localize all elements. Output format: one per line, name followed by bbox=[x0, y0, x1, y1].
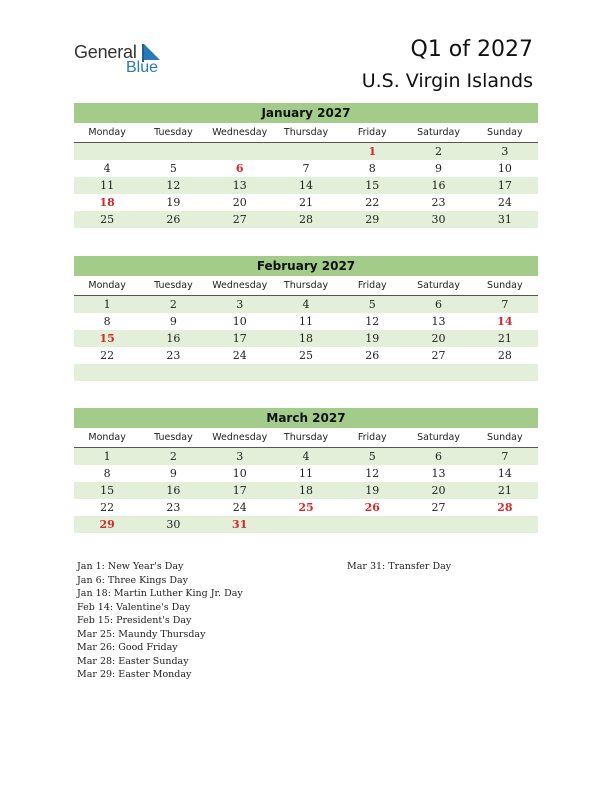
week-row bbox=[74, 330, 538, 347]
holiday-entry: Mar 29: Easter Monday bbox=[77, 669, 192, 680]
day-cell: 25 bbox=[100, 213, 115, 226]
day-cell: 8 bbox=[103, 467, 111, 480]
week-row bbox=[74, 364, 538, 381]
weekday-label: Wednesday bbox=[212, 127, 268, 138]
day-cell bbox=[339, 516, 405, 533]
day-cell: 28 bbox=[298, 213, 313, 226]
weekday-label: Friday bbox=[357, 127, 387, 138]
day-cell: 10 bbox=[232, 467, 247, 480]
week-row bbox=[74, 143, 538, 160]
holiday-entry: Feb 14: Valentine's Day bbox=[77, 601, 191, 613]
day-cell: 5 bbox=[169, 162, 177, 175]
weekday-label: Saturday bbox=[417, 280, 460, 291]
day-cell: 5 bbox=[368, 450, 376, 463]
weekday-label: Tuesday bbox=[154, 432, 193, 443]
day-cell bbox=[405, 516, 471, 533]
day-cell: 4 bbox=[103, 162, 111, 175]
day-cell: 26 bbox=[365, 349, 380, 362]
holiday-day-cell: 18 bbox=[99, 196, 115, 209]
weekday-label: Sunday bbox=[487, 432, 523, 443]
day-cell: 6 bbox=[435, 298, 443, 311]
weekday-label: Friday bbox=[357, 280, 387, 291]
weekday-label: Saturday bbox=[417, 127, 460, 138]
holiday-entry: Mar 25: Maundy Thursday bbox=[77, 628, 206, 640]
day-cell: 21 bbox=[298, 196, 313, 209]
holiday-day-cell: 29 bbox=[99, 518, 115, 531]
weekday-label: Friday bbox=[357, 432, 387, 443]
day-cell: 18 bbox=[298, 484, 313, 497]
day-cell: 16 bbox=[166, 332, 181, 345]
day-cell: 14 bbox=[497, 467, 512, 480]
day-cell: 6 bbox=[435, 450, 443, 463]
day-cell bbox=[74, 143, 140, 160]
month-header: March 2027 bbox=[74, 408, 538, 428]
day-cell bbox=[207, 364, 273, 381]
day-cell: 28 bbox=[497, 349, 512, 362]
week-row bbox=[74, 211, 538, 228]
holiday-day-cell: 6 bbox=[235, 162, 244, 175]
holiday-day-cell: 15 bbox=[99, 332, 115, 345]
month-header: January 2027 bbox=[74, 103, 538, 123]
logo-word-blue: Blue bbox=[126, 59, 159, 76]
weekday-label: Thursday bbox=[283, 280, 329, 291]
weekday-label: Sunday bbox=[487, 127, 523, 138]
day-cell bbox=[339, 364, 405, 381]
day-cell: 30 bbox=[166, 518, 181, 531]
day-cell: 2 bbox=[169, 450, 177, 463]
week-row bbox=[74, 194, 538, 211]
day-cell: 1 bbox=[103, 298, 111, 311]
day-cell: 9 bbox=[169, 315, 177, 328]
day-cell: 18 bbox=[298, 332, 313, 345]
week-row bbox=[74, 177, 538, 194]
month-january bbox=[74, 103, 538, 228]
weekday-header-row bbox=[74, 276, 538, 296]
day-cell: 12 bbox=[365, 467, 380, 480]
weekday-label: Sunday bbox=[487, 280, 523, 291]
day-cell: 12 bbox=[365, 315, 380, 328]
month-february bbox=[74, 256, 538, 381]
day-cell: 24 bbox=[232, 349, 247, 362]
day-cell: 30 bbox=[431, 213, 446, 226]
week-row bbox=[74, 499, 538, 516]
weekday-label: Tuesday bbox=[154, 127, 193, 138]
holiday-entry: Mar 31: Transfer Day bbox=[347, 561, 452, 572]
day-cell: 24 bbox=[497, 196, 512, 209]
day-cell: 23 bbox=[166, 501, 181, 514]
day-cell: 4 bbox=[302, 298, 310, 311]
page-title: Q1 of 2027 bbox=[410, 37, 533, 62]
day-cell: 8 bbox=[103, 315, 111, 328]
day-cell: 23 bbox=[166, 349, 181, 362]
day-cell: 10 bbox=[232, 315, 247, 328]
logo bbox=[74, 40, 184, 80]
day-cell: 7 bbox=[501, 298, 509, 311]
day-cell: 5 bbox=[368, 298, 376, 311]
day-cell bbox=[273, 516, 339, 533]
day-cell: 26 bbox=[166, 213, 181, 226]
day-cell: 2 bbox=[435, 145, 443, 158]
holiday-day-cell: 14 bbox=[497, 315, 513, 328]
day-cell: 11 bbox=[100, 179, 115, 192]
day-cell: 17 bbox=[497, 179, 512, 192]
day-cell: 31 bbox=[497, 213, 512, 226]
day-cell: 15 bbox=[365, 179, 380, 192]
weekday-label: Monday bbox=[88, 127, 126, 138]
day-cell: 11 bbox=[298, 315, 313, 328]
day-cell: 8 bbox=[368, 162, 376, 175]
day-cell bbox=[273, 143, 339, 160]
day-cell: 20 bbox=[232, 196, 247, 209]
day-cell bbox=[273, 364, 339, 381]
day-cell bbox=[472, 516, 538, 533]
weekday-label: Monday bbox=[88, 280, 126, 291]
weekday-label: Thursday bbox=[283, 127, 329, 138]
day-cell: 22 bbox=[365, 196, 380, 209]
day-cell: 19 bbox=[365, 332, 380, 345]
day-cell: 13 bbox=[431, 467, 446, 480]
day-cell: 17 bbox=[232, 484, 247, 497]
week-row bbox=[74, 313, 538, 330]
day-cell: 20 bbox=[431, 484, 446, 497]
weekday-label: Monday bbox=[88, 432, 126, 443]
day-cell bbox=[140, 364, 206, 381]
day-cell: 27 bbox=[431, 501, 446, 514]
day-cell: 3 bbox=[236, 298, 244, 311]
day-cell: 27 bbox=[431, 349, 446, 362]
day-cell: 25 bbox=[298, 349, 313, 362]
holiday-entry: Feb 15: President's Day bbox=[77, 615, 192, 626]
day-cell bbox=[472, 364, 538, 381]
day-cell bbox=[74, 364, 140, 381]
day-cell: 29 bbox=[365, 213, 380, 226]
month-header: February 2027 bbox=[74, 256, 538, 276]
day-cell: 16 bbox=[166, 484, 181, 497]
weekday-label: Wednesday bbox=[212, 432, 268, 443]
weekday-header-row bbox=[74, 123, 538, 143]
day-cell: 17 bbox=[232, 332, 247, 345]
week-row bbox=[74, 465, 538, 482]
day-cell: 13 bbox=[232, 179, 247, 192]
page-subtitle: U.S. Virgin Islands bbox=[361, 70, 533, 92]
day-cell: 10 bbox=[497, 162, 512, 175]
day-cell bbox=[207, 143, 273, 160]
day-cell: 9 bbox=[435, 162, 443, 175]
day-cell: 19 bbox=[365, 484, 380, 497]
day-cell bbox=[140, 143, 206, 160]
holiday-list-left bbox=[77, 560, 243, 682]
day-cell: 24 bbox=[232, 501, 247, 514]
holiday-day-cell: 26 bbox=[364, 501, 380, 514]
day-cell: 23 bbox=[431, 196, 446, 209]
holiday-entry: Jan 18: Martin Luther King Jr. Day bbox=[77, 588, 243, 599]
day-cell: 16 bbox=[431, 179, 446, 192]
holiday-entry: Jan 1: New Year's Day bbox=[77, 561, 184, 572]
day-cell: 11 bbox=[298, 467, 313, 480]
day-cell: 2 bbox=[169, 298, 177, 311]
holiday-day-cell: 1 bbox=[368, 145, 377, 158]
day-cell: 7 bbox=[302, 162, 310, 175]
holiday-entry: Mar 26: Good Friday bbox=[77, 642, 178, 653]
day-cell: 19 bbox=[166, 196, 181, 209]
weekday-label: Tuesday bbox=[154, 280, 193, 291]
holiday-day-cell: 25 bbox=[298, 501, 314, 514]
day-cell: 1 bbox=[103, 450, 111, 463]
holiday-day-cell: 31 bbox=[232, 518, 248, 531]
day-cell: 21 bbox=[497, 484, 512, 497]
week-row bbox=[74, 448, 538, 465]
day-cell: 9 bbox=[169, 467, 177, 480]
holiday-day-cell: 28 bbox=[497, 501, 513, 514]
holiday-entry: Mar 28: Easter Sunday bbox=[77, 655, 189, 667]
day-cell bbox=[405, 364, 471, 381]
day-cell: 4 bbox=[302, 450, 310, 463]
week-row bbox=[74, 482, 538, 499]
day-cell: 22 bbox=[100, 501, 115, 514]
day-cell: 13 bbox=[431, 315, 446, 328]
month-march bbox=[74, 408, 538, 533]
day-cell: 14 bbox=[298, 179, 313, 192]
day-cell: 20 bbox=[431, 332, 446, 345]
day-cell: 7 bbox=[501, 450, 509, 463]
logo-word-general: General bbox=[74, 42, 137, 62]
weekday-header-row bbox=[74, 428, 538, 448]
week-row bbox=[74, 516, 538, 533]
day-cell: 12 bbox=[166, 179, 181, 192]
day-cell: 21 bbox=[497, 332, 512, 345]
day-cell: 3 bbox=[501, 145, 509, 158]
weekday-label: Wednesday bbox=[212, 280, 268, 291]
week-row bbox=[74, 160, 538, 177]
day-cell: 27 bbox=[232, 213, 247, 226]
day-cell: 22 bbox=[100, 349, 115, 362]
weekday-label: Saturday bbox=[417, 432, 460, 443]
day-cell: 3 bbox=[236, 450, 244, 463]
week-row bbox=[74, 347, 538, 364]
week-row bbox=[74, 296, 538, 313]
day-cell: 15 bbox=[100, 484, 115, 497]
weekday-label: Thursday bbox=[283, 432, 329, 443]
holiday-entry: Jan 6: Three Kings Day bbox=[77, 574, 189, 586]
holiday-list-right bbox=[347, 560, 451, 574]
